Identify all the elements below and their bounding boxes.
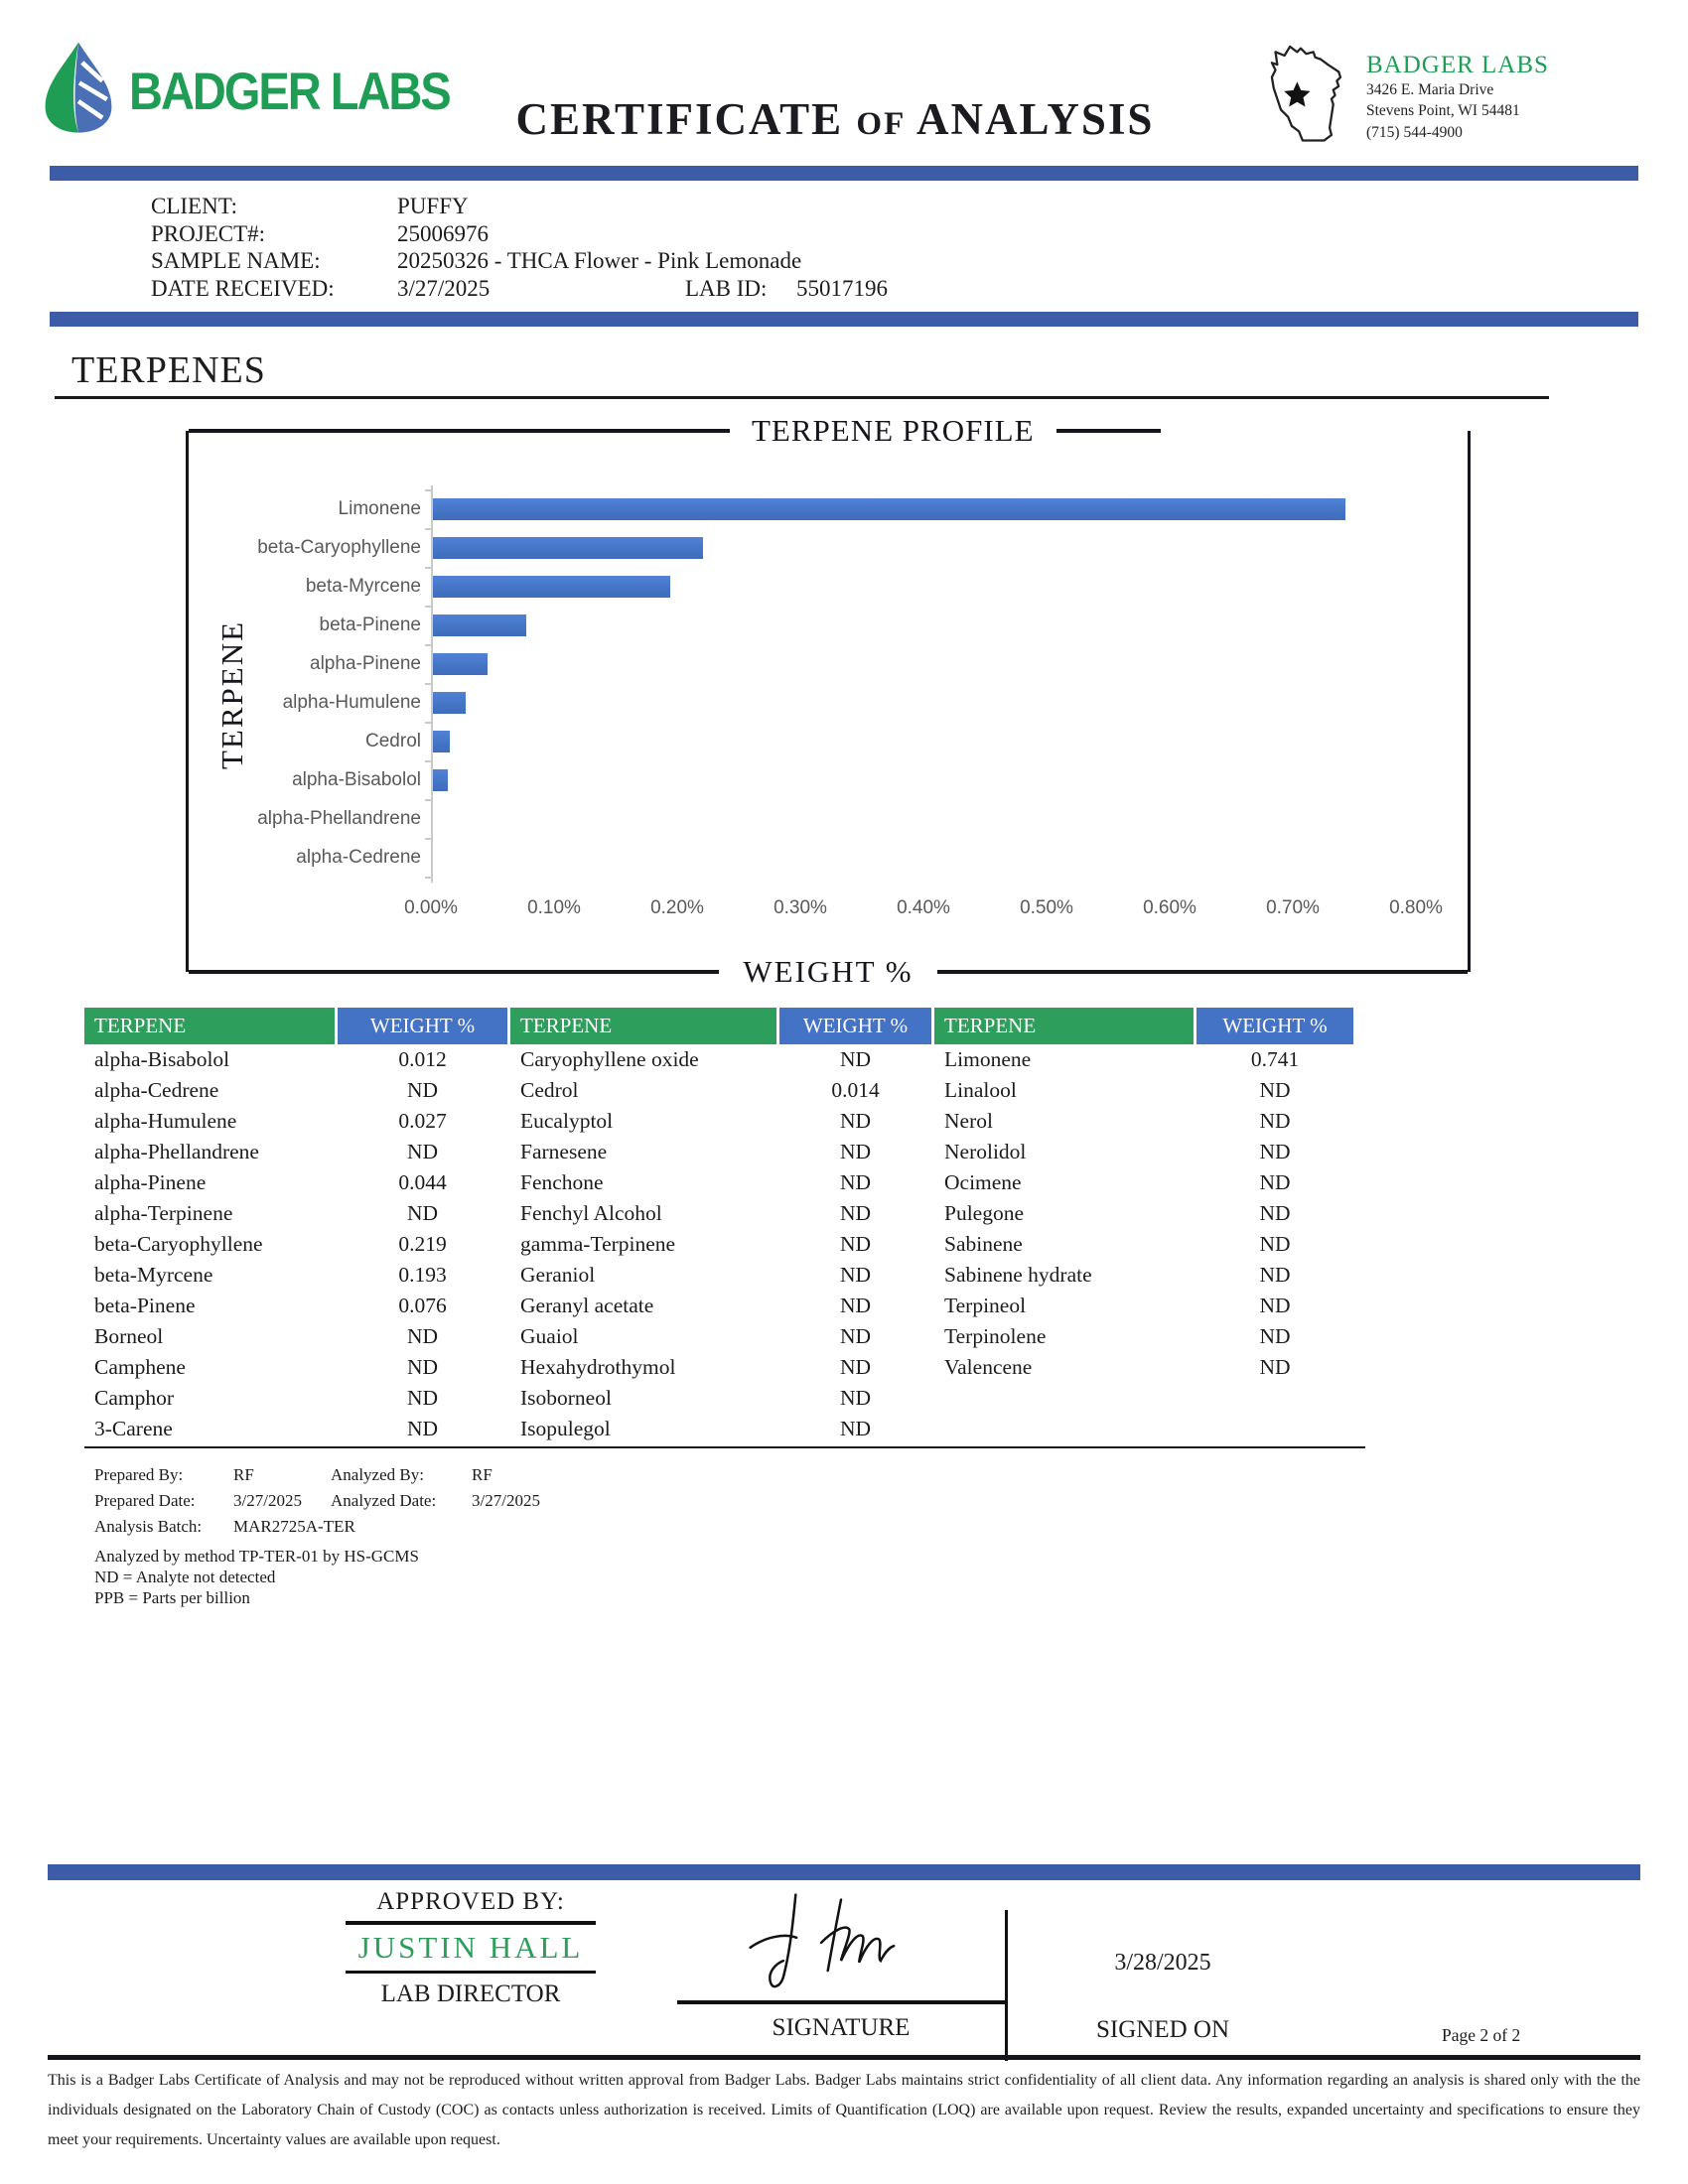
- table-weight-value-cell: ND: [1259, 1139, 1291, 1163]
- divider-bar-section: [50, 312, 1638, 327]
- header: [0, 0, 1688, 156]
- lab-address-line1: 3426 E. Maria Drive: [1366, 81, 1494, 98]
- table-weight-value-cell: ND: [839, 1293, 872, 1317]
- chart-row: [189, 490, 1345, 529]
- chart-row: [189, 645, 1345, 684]
- method-note: Analyzed by method TP-TER-01 by HS-GCMS: [94, 1547, 419, 1566]
- table-weight-value-cell: ND: [839, 1046, 872, 1071]
- x-tick-label: 0.30%: [774, 896, 827, 918]
- table-weight-value-cell: ND: [839, 1323, 872, 1348]
- x-tick-label: 0.10%: [527, 896, 581, 918]
- table-weight-value-cell: 0.193: [398, 1262, 447, 1287]
- table-terpene-name-cell: beta-Myrcene: [94, 1262, 213, 1287]
- approver-title: LAB DIRECTOR: [380, 1980, 561, 2007]
- table-weight-value-cell: 0.027: [398, 1108, 447, 1133]
- date-received-value: 3/27/2025: [397, 275, 491, 301]
- sample-name-label: SAMPLE NAME:: [151, 248, 321, 273]
- project-label: PROJECT#:: [151, 220, 266, 246]
- table-terpene-name-cell: [934, 1414, 1194, 1444]
- chart-category-label: alpha-Pinene: [310, 653, 421, 674]
- signature-image: [692, 1982, 990, 1999]
- x-tick-label: 0.80%: [1389, 896, 1443, 918]
- analyzed-date-label: Analyzed Date:: [331, 1491, 437, 1510]
- table-weight-value-cell: 0.012: [398, 1046, 447, 1071]
- axis-tick-mark: [425, 838, 432, 840]
- table-terpene-name-cell: Sabinene hydrate: [944, 1262, 1092, 1287]
- x-tick-label: 0.70%: [1266, 896, 1320, 918]
- table-terpene-name-cell: gamma-Terpinene: [520, 1231, 676, 1256]
- table-terpene-name-cell: Farnesene: [520, 1139, 608, 1163]
- chart-category-label: alpha-Humulene: [282, 692, 421, 713]
- prepared-by-value: RF: [233, 1465, 254, 1484]
- approved-by-label: APPROVED BY:: [376, 1888, 565, 1915]
- ppb-note: PPB = Parts per billion: [94, 1588, 250, 1607]
- table-terpene-name-cell: Nerolidol: [944, 1139, 1027, 1163]
- table-terpene-name-cell: Terpineol: [944, 1293, 1027, 1317]
- chart-row: [189, 800, 1345, 839]
- table-weight-value-cell: 0.076: [398, 1293, 447, 1317]
- prepared-by-label: Prepared By:: [94, 1465, 184, 1484]
- axis-tick-mark: [425, 489, 432, 491]
- chart-category-label: beta-Caryophyllene: [257, 537, 421, 558]
- table-terpene-name-cell: alpha-Phellandrene: [94, 1139, 259, 1163]
- table-weight-value-cell: ND: [1259, 1231, 1291, 1256]
- table-terpene-name-cell: Caryophyllene oxide: [520, 1046, 699, 1071]
- table-terpene-name-cell: Isoborneol: [520, 1385, 612, 1410]
- x-tick-label: 0.20%: [650, 896, 704, 918]
- sample-name-value: 20250326 - THCA Flower - Pink Lemonade: [397, 248, 802, 273]
- table-weight-value-cell: [1196, 1383, 1353, 1414]
- analyzed-date-value: 3/27/2025: [472, 1491, 540, 1510]
- axis-tick-mark: [425, 760, 432, 762]
- table-terpene-name-cell: alpha-Cedrene: [94, 1077, 219, 1102]
- table-terpene-name-cell: beta-Pinene: [94, 1293, 196, 1317]
- logo-wordmark: BADGER LABS: [129, 61, 450, 121]
- divider-bar-approval: [48, 1864, 1640, 1880]
- chart-category-label: beta-Myrcene: [305, 576, 421, 597]
- table-terpene-name-cell: alpha-Pinene: [94, 1169, 207, 1194]
- section-underline: [55, 396, 1549, 399]
- table-terpene-name-cell: Camphor: [94, 1385, 175, 1410]
- lab-phone: (715) 544-4900: [1366, 123, 1463, 141]
- table-weight-value-cell: ND: [1259, 1354, 1291, 1379]
- table-weight-value-cell: ND: [1259, 1108, 1291, 1133]
- table-terpene-name-cell: alpha-Bisabolol: [94, 1046, 230, 1071]
- table-terpene-name-cell: Fenchyl Alcohol: [520, 1200, 662, 1225]
- chart-bar: [433, 537, 703, 559]
- table-terpene-name-cell: Camphene: [94, 1354, 186, 1379]
- axis-tick-mark: [425, 683, 432, 685]
- table-terpene-name-cell: Cedrol: [520, 1077, 579, 1102]
- table-weight-value-cell: ND: [839, 1169, 872, 1194]
- table-terpene-name-cell: Limonene: [944, 1046, 1032, 1071]
- lab-address-line2: Stevens Point, WI 54481: [1366, 102, 1520, 120]
- table-weight-value-cell: ND: [1259, 1293, 1291, 1317]
- chart-bar: [433, 614, 526, 636]
- table-terpene-name-cell: beta-Caryophyllene: [94, 1231, 263, 1256]
- terpene-profile-chart: [186, 412, 1471, 989]
- axis-tick-mark: [425, 722, 432, 724]
- table-terpene-name-cell: Guaiol: [520, 1323, 579, 1348]
- chart-row: [189, 723, 1345, 761]
- table-weight-value-cell: ND: [1259, 1262, 1291, 1287]
- table-terpene-name-cell: 3-Carene: [94, 1416, 173, 1440]
- analyzed-by-value: RF: [472, 1465, 492, 1484]
- table-weight-value-cell: ND: [406, 1354, 439, 1379]
- chart-x-axis-label: WEIGHT %: [743, 953, 914, 989]
- divider-bar-top: [50, 166, 1638, 181]
- wisconsin-map-icon: [1261, 40, 1360, 156]
- table-weight-value-cell: 0.014: [831, 1077, 880, 1102]
- table-weight-value-cell: ND: [839, 1200, 872, 1225]
- table-weight-value-cell: ND: [839, 1231, 872, 1256]
- chart-row: [189, 761, 1345, 800]
- table-weight-value-cell: ND: [1259, 1200, 1291, 1225]
- signed-on-label: SIGNED ON: [1095, 2016, 1230, 2043]
- table-weight-value-cell: ND: [406, 1416, 439, 1440]
- table-weight-value-cell: [1196, 1414, 1353, 1444]
- chart-category-label: alpha-Cedrene: [296, 847, 421, 868]
- table-header-weight: WEIGHT %: [338, 1008, 507, 1044]
- chart-category-label: alpha-Bisabolol: [292, 769, 421, 790]
- table-weight-value-cell: ND: [406, 1323, 439, 1348]
- x-tick-label: 0.40%: [897, 896, 950, 918]
- table-weight-value-cell: ND: [406, 1385, 439, 1410]
- table-terpene-name-cell: alpha-Humulene: [94, 1108, 237, 1133]
- table-terpene-name-cell: Fenchone: [520, 1169, 604, 1194]
- axis-tick-mark: [425, 644, 432, 646]
- chart-category-label: Limonene: [338, 498, 421, 519]
- table-header-terpene: TERPENE: [510, 1008, 776, 1044]
- table-terpene-name-cell: Geraniol: [520, 1262, 596, 1287]
- chart-row: [189, 607, 1345, 645]
- terpene-results-table: [84, 1008, 1688, 1444]
- table-terpene-name-cell: Nerol: [944, 1108, 993, 1133]
- table-terpene-name-cell: Linalool: [944, 1077, 1017, 1102]
- chart-bar: [433, 576, 670, 598]
- chart-category-label: Cedrol: [365, 731, 421, 751]
- chart-y-axis-label: TERPENE: [214, 619, 249, 769]
- table-weight-value-cell: 0.741: [1250, 1046, 1300, 1071]
- footer-rule: [48, 2055, 1640, 2060]
- table-header-weight: WEIGHT %: [1196, 1008, 1353, 1044]
- table-header-weight: WEIGHT %: [779, 1008, 931, 1044]
- project-value: 25006976: [397, 220, 489, 246]
- chart-category-label: alpha-Phellandrene: [257, 808, 421, 829]
- table-weight-value-cell: ND: [406, 1139, 439, 1163]
- analysis-meta: [94, 1462, 1688, 1608]
- chart-title: TERPENE PROFILE: [752, 412, 1035, 448]
- analysis-batch-label: Analysis Batch:: [94, 1517, 203, 1536]
- table-terpene-name-cell: Terpinolene: [944, 1323, 1047, 1348]
- table-header-terpene: TERPENE: [934, 1008, 1194, 1044]
- client-value: PUFFY: [397, 194, 469, 218]
- badger-labs-logo: [40, 40, 450, 142]
- axis-tick-mark: [425, 799, 432, 801]
- table-terpene-name-cell: Isopulegol: [520, 1416, 611, 1440]
- table-weight-value-cell: ND: [1259, 1323, 1291, 1348]
- table-weight-value-cell: 0.044: [398, 1169, 447, 1194]
- table-weight-value-cell: ND: [839, 1108, 872, 1133]
- section-title: TERPENES: [71, 349, 266, 391]
- leaf-drop-icon: [40, 40, 117, 142]
- analyzed-by-label: Analyzed By:: [331, 1465, 424, 1484]
- axis-tick-mark: [425, 567, 432, 569]
- table-weight-value-cell: ND: [406, 1200, 439, 1225]
- signed-date: 3/28/2025: [1114, 1950, 1211, 1976]
- chart-row: [189, 529, 1345, 568]
- analysis-batch-value: MAR2725A-TER: [233, 1517, 355, 1536]
- axis-tick-mark: [425, 877, 432, 879]
- table-terpene-name-cell: Geranyl acetate: [520, 1293, 654, 1317]
- chart-row: [189, 839, 1345, 878]
- chart-bar: [433, 769, 448, 791]
- axis-tick-mark: [425, 606, 432, 608]
- x-tick-label: 0.50%: [1020, 896, 1073, 918]
- table-weight-value-cell: ND: [1259, 1169, 1291, 1194]
- table-weight-value-cell: ND: [1259, 1077, 1291, 1102]
- table-terpene-name-cell: Borneol: [94, 1323, 164, 1348]
- lab-address-block: [1261, 40, 1650, 156]
- chart-bar: [433, 731, 450, 752]
- table-weight-value-cell: ND: [839, 1262, 872, 1287]
- table-terpene-name-cell: Valencene: [944, 1354, 1033, 1379]
- chart-x-tick-labels: [404, 896, 1443, 923]
- page-title: CERTIFICATE OF ANALYSIS: [515, 94, 1155, 144]
- table-weight-value-cell: ND: [839, 1139, 872, 1163]
- nd-note: ND = Analyte not detected: [94, 1568, 276, 1586]
- table-terpene-name-cell: Hexahydrothymol: [520, 1354, 676, 1379]
- chart-bar: [433, 692, 466, 714]
- date-received-label: DATE RECEIVED:: [151, 275, 335, 301]
- table-bottom-rule: [84, 1446, 1365, 1449]
- table-terpene-name-cell: [934, 1383, 1194, 1414]
- table-terpene-name-cell: Sabinene: [944, 1231, 1023, 1256]
- chart-bars-area: [189, 490, 1345, 878]
- axis-tick-mark: [425, 528, 432, 530]
- table-weight-value-cell: ND: [406, 1077, 439, 1102]
- approver-name: JUSTIN HALL: [357, 1929, 584, 1965]
- chart-row: [189, 684, 1345, 723]
- signature-label: SIGNATURE: [772, 2013, 911, 2041]
- lab-id-label: LAB ID:: [685, 275, 768, 301]
- prepared-date-label: Prepared Date:: [94, 1491, 196, 1510]
- disclaimer-text: This is a Badger Labs Certificate of Analysis and may not be reproduced without written approval from Badger Labs. Badger Labs maintains strict confidentiality of all client data. Any information regarding an analysis is shared only with the the individuals designated on the Laboratory Chain of Custody (COC) as contacts unless authorization is received. Limits of Quantification (LOQ) are available upon request. Review the results, expanded uncertainty and specifications to ensure they meet your requirements. Uncertainty values are available upon request.: [48, 2072, 1640, 2148]
- table-weight-value-cell: ND: [839, 1354, 872, 1379]
- table-weight-value-cell: ND: [839, 1416, 872, 1440]
- client-info: [151, 193, 1688, 302]
- prepared-date-value: 3/27/2025: [233, 1491, 302, 1510]
- approval-section: [286, 1888, 1318, 2061]
- chart-category-label: beta-Pinene: [319, 614, 421, 635]
- page-number: Page 2 of 2: [1442, 2025, 1521, 2045]
- table-weight-value-cell: 0.219: [398, 1231, 447, 1256]
- chart-bar: [433, 498, 1345, 520]
- client-label: CLIENT:: [151, 194, 238, 218]
- chart-row: [189, 568, 1345, 607]
- x-tick-label: 0.60%: [1143, 896, 1196, 918]
- chart-bar: [433, 653, 488, 675]
- lab-name: BADGER LABS: [1366, 52, 1549, 78]
- lab-id-value: 55017196: [796, 275, 888, 301]
- table-weight-value-cell: ND: [839, 1385, 872, 1410]
- table-terpene-name-cell: Ocimene: [944, 1169, 1022, 1194]
- table-terpene-name-cell: Pulegone: [944, 1200, 1025, 1225]
- table-terpene-name-cell: alpha-Terpinene: [94, 1200, 233, 1225]
- table-header-terpene: TERPENE: [84, 1008, 335, 1044]
- table-terpene-name-cell: Eucalyptol: [520, 1108, 614, 1133]
- x-tick-label: 0.00%: [404, 896, 458, 918]
